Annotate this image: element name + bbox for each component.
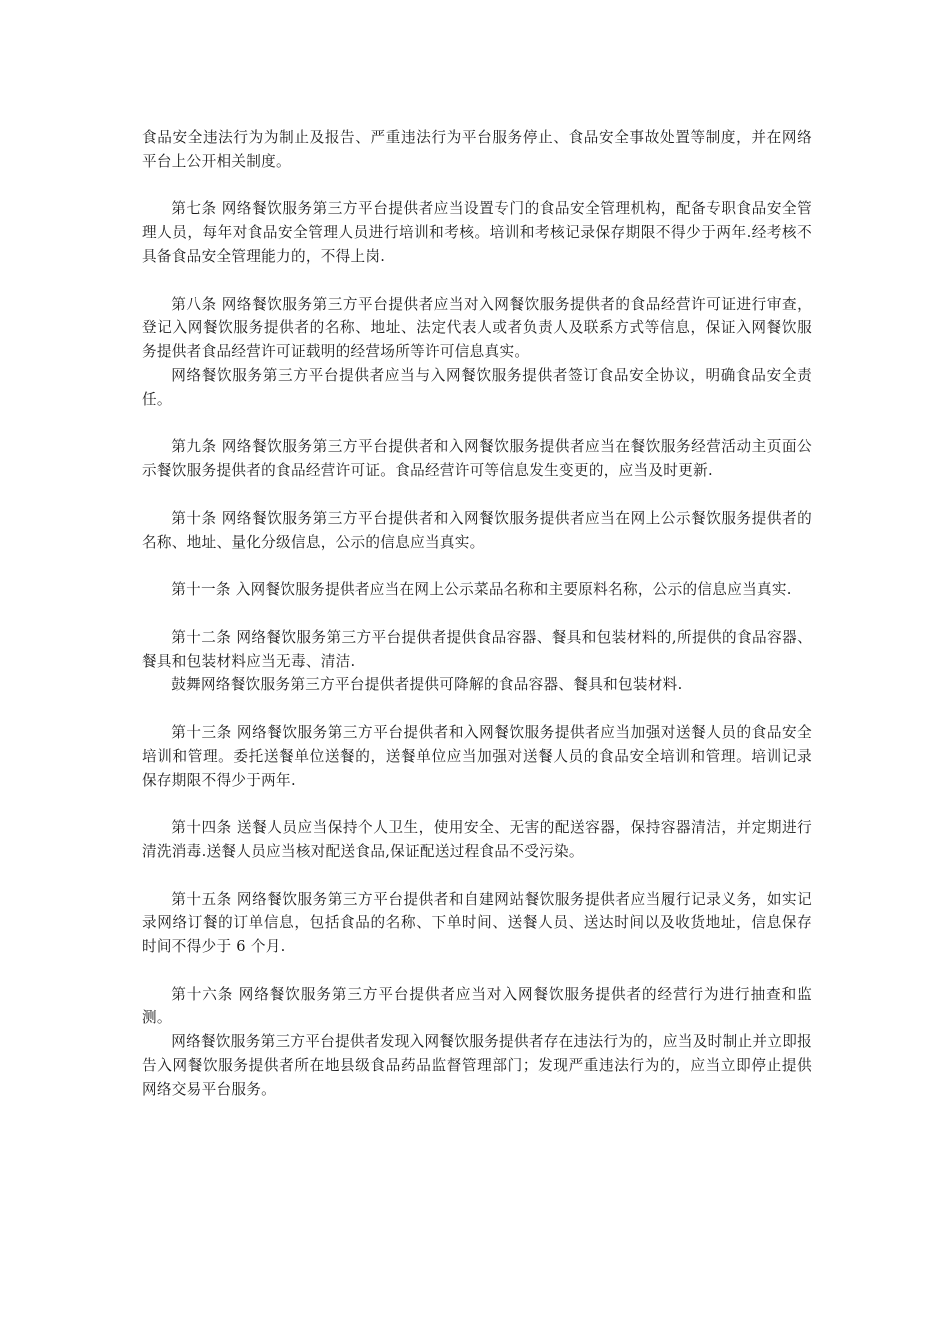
article-15: 第十五条 网络餐饮服务第三方平台提供者和自建网站餐饮服务提供者应当履行记录义务，如实记录网络订餐的订单信息，包括食品的名称、下单时间、送餐人员、送达时间以及收货地址，信息保存时间不得少于 6 个月. bbox=[142, 890, 812, 956]
article-11: 第十一条 入网餐饮服务提供者应当在网上公示菜品名称和主要原料名称，公示的信息应当真实. bbox=[171, 581, 792, 599]
article-8: 第八条 网络餐饮服务第三方平台提供者应当对入网餐饮服务提供者的食品经营许可证进行审查，登记入网餐饮服务提供者的名称、地址、法定代表人或者负责人及联系方式等信息，保证入网餐饮服务提供者食品经营许可证载明的经营场所等许可信息真实。 bbox=[142, 295, 812, 361]
article-7: 第七条 网络餐饮服务第三方平台提供者应当设置专门的食品安全管理机构，配备专职食品安全管理人员，每年对食品安全管理人员进行培训和考核。培训和考核记录保存期限不得少于两年.经考核不具备食品安全管理能力的，不得上岗. bbox=[142, 200, 812, 265]
article-9: 第九条 网络餐饮服务第三方平台提供者和入网餐饮服务提供者应当在餐饮服务经营活动主页面公示餐饮服务提供者的食品经营许可证。食品经营许可等信息发生变更的，应当及时更新. bbox=[142, 438, 812, 480]
article-16: 第十六条 网络餐饮服务第三方平台提供者应当对入网餐饮服务提供者的经营行为进行抽查和监测。 bbox=[142, 985, 812, 1027]
article-14: 第十四条 送餐人员应当保持个人卫生，使用安全、无害的配送容器，保持容器清洁，并定期进行清洗消毒.送餐人员应当核对配送食品,保证配送过程食品不受污染。 bbox=[142, 819, 812, 860]
article-16-paragraph-2: 网络餐饮服务第三方平台提供者发现入网餐饮服务提供者存在违法行为的，应当及时制止并立即报告入网餐饮服务提供者所在地县级食品药品监督管理部门；发现严重违法行为的，应当立即停止提供网络交易平台服务。 bbox=[142, 1033, 812, 1098]
document-body bbox=[142, 126, 812, 1102]
paragraph-continuation: 食品安全违法行为为制止及报告、严重违法行为平台服务停止、食品安全事故处置等制度，并在网络平台上公开相关制度。 bbox=[142, 129, 812, 170]
article-12-paragraph-2: 鼓舞网络餐饮服务第三方平台提供者提供可降解的食品容器、餐具和包装材料. bbox=[171, 676, 683, 694]
article-13: 第十三条 网络餐饮服务第三方平台提供者和入网餐饮服务提供者应当加强对送餐人员的食品安全培训和管理。委托送餐单位送餐的，送餐单位应当加强对送餐人员的食品安全培训和管理。培训记录保存期限不得少于两年. bbox=[142, 723, 812, 789]
article-10: 第十条 网络餐饮服务第三方平台提供者和入网餐饮服务提供者应当在网上公示餐饮服务提供者的名称、地址、量化分级信息，公示的信息应当真实。 bbox=[142, 509, 812, 551]
article-8-paragraph-2: 网络餐饮服务第三方平台提供者应当与入网餐饮服务提供者签订食品安全协议，明确食品安全责任。 bbox=[142, 366, 812, 408]
article-12: 第十二条 网络餐饮服务第三方平台提供者提供食品容器、餐具和包装材料的,所提供的食品容器、餐具和包装材料应当无毒、清洁. bbox=[142, 628, 812, 670]
